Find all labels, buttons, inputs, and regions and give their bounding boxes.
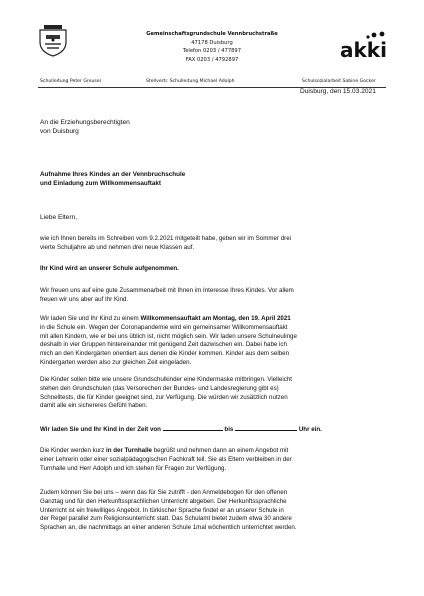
paragraph-line: der Regel parallel zum Religionsunterricht statt. Das Schulamt bietet zudem etwa 30 andere bbox=[40, 515, 292, 523]
invite-text: bis bbox=[224, 426, 234, 433]
paragraph-line bbox=[40, 447, 390, 456]
recipient-line: An die Erziehungsberechtigten bbox=[40, 119, 130, 126]
invite-text: Wir laden Sie und Ihr Kind in der Zeit von bbox=[40, 426, 161, 433]
start-time-blank bbox=[163, 424, 223, 431]
subject-line: und Einladung zum Willkommensauftakt bbox=[40, 179, 161, 187]
school-postcode-city: 47178 Duisburg bbox=[191, 39, 233, 46]
location-highlight: in der Turnhalle bbox=[106, 447, 152, 454]
paragraph-line: Sprachen an, die nachmittags an einer anderen Schule 1mal wöchentlich unterrichtet werden. bbox=[40, 524, 297, 532]
paragraph-line: Ganztag und für den Herkunftssprachlichen Unterricht abgeben. Der Herkunftssprachliche bbox=[40, 497, 287, 505]
deputy-head: Stellvertr. Schulleitung Michael Adolph bbox=[146, 79, 235, 84]
school-phone: Telefon 0203 / 477897 bbox=[182, 48, 242, 55]
paragraph-line bbox=[40, 315, 390, 324]
event-highlight: Willkommensauftakt am Montag, den 19. April 2021 bbox=[140, 315, 291, 322]
social-worker: Schulsozialarbeit Sabine Gocker bbox=[302, 79, 376, 84]
paragraph-line: vierte Schuljahre ab und nehmen drei neue Klassen auf. bbox=[40, 243, 195, 251]
paragraph-line: damit alle ein sichereres Gefühl haben. bbox=[40, 402, 148, 410]
paragraph bbox=[40, 287, 390, 305]
paragraph-line: Zudem können Sie bei uns – wenn das für Sie zutrifft - den Anmeldebogen für den offenen bbox=[40, 489, 288, 496]
salutation: Liebe Eltern, bbox=[40, 214, 78, 221]
paragraph bbox=[40, 315, 390, 368]
paragraph-line: Unterricht ist ein freiwilliges Angebot. In türkischer Sprache findet er an unserer Schule in bbox=[40, 506, 284, 514]
recipient-block bbox=[40, 119, 130, 136]
paragraph bbox=[40, 235, 390, 253]
paragraph-line: Kindergarten werden also zur gleichen Zeit eingeladen. bbox=[40, 358, 192, 366]
akki-logo bbox=[338, 30, 392, 62]
paragraph-line: wie ich Ihnen bereits im Schreiben vom 9.2.2021 mitgeteilt habe, geben wir im Sommer drei bbox=[40, 235, 292, 242]
paragraph-line: in die Schule ein. Wegen der Coronapandemie wird ein gemeinsamer Willkommensauftakt bbox=[40, 323, 288, 331]
paragraph bbox=[40, 489, 390, 533]
paragraph-line: mich an den Kindergärten orientiert aus denen die Kinder kommen. Kinder aus dem selben bbox=[40, 350, 290, 358]
text-run: begrüßt und nehmen dann an einem Angebot mit bbox=[151, 447, 289, 454]
paragraph-line: stehen den Grundschulen (das Versorechen der Bundes- und Landesregierung gibt es) bbox=[40, 384, 279, 392]
end-time-blank bbox=[235, 424, 297, 431]
school-fax: FAX 0203 / 4792897 bbox=[185, 56, 239, 63]
paragraph bbox=[40, 447, 390, 473]
akki-logo-text: akki bbox=[340, 38, 387, 62]
invitation-time-line bbox=[40, 424, 390, 435]
head-teacher: Schulleitung Peter Greuser bbox=[40, 79, 102, 84]
paragraph-line: Wir freuen uns auf eine gute Zusammenarbeit mit Ihnen im Interesse Ihres Kindes. Vor allem bbox=[40, 287, 294, 294]
paragraph-line: deshalb in vier Gruppen hintereinander mit genügend Zeit dazwischen ein. Dabei habe ich bbox=[40, 341, 287, 349]
paragraph-line: Die Kinder sollen bitte wie unsere Grundschulkinder eine Kindermaske mitbringen. Vielleicht bbox=[40, 376, 292, 383]
invite-text: Uhr ein. bbox=[298, 426, 322, 433]
subject-line: Aufnahme Ihres Kindes an der Vennbruchschule bbox=[40, 171, 186, 178]
paragraph-line: Schnelltests, die für Kinder geeignet sind, zur Verfügung. Die würden wir zusätzlich nutzen bbox=[40, 393, 288, 401]
text-run: Die Kinder werden kurz bbox=[40, 447, 107, 454]
paragraph-line: Turnhalle und Herr Adolph und ich stehen für Fragen zur Verfügung. bbox=[40, 464, 227, 472]
paragraph bbox=[40, 376, 390, 411]
text-run: Wir laden Sie und Ihr Kind zu einem bbox=[40, 315, 141, 322]
letter-date: Duisburg, den 15.03.2021 bbox=[300, 88, 376, 95]
subject bbox=[40, 171, 185, 189]
admission-statement: Ihr Kind wird an unserer Schule aufgenommen. bbox=[40, 265, 179, 272]
paragraph-line: mit allen Kindern, wie er bei uns üblich ist, nicht möglich sein. Wir laden unsere Schulneulinge bbox=[40, 332, 297, 340]
paragraph-line: freuen wir uns aber auf Ihr Kind. bbox=[40, 295, 129, 303]
school-name: Gemeinschaftsgrundschule Vennbruchstraße bbox=[146, 31, 278, 37]
recipient-line: von Duisburg bbox=[40, 127, 79, 135]
paragraph-line: einer Lehrerin oder einer sozialpädagogischen Fachkraft teil. Sie als Eltern verbleiben in der bbox=[40, 455, 292, 463]
